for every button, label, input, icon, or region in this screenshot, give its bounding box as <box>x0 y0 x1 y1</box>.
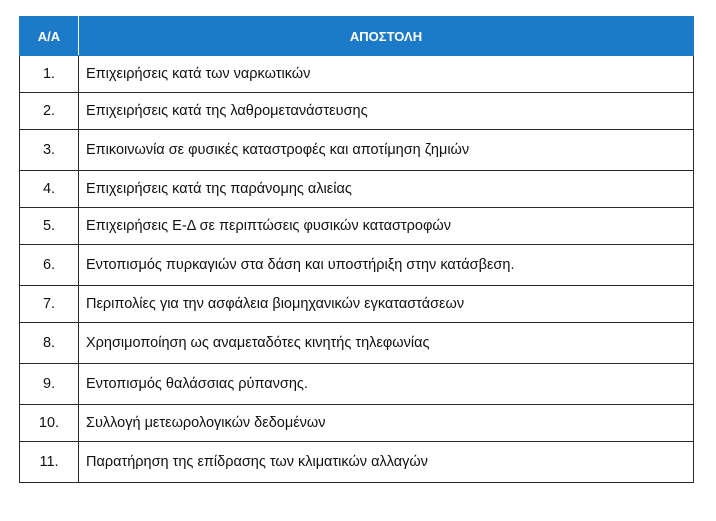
row-mission: Περιπολίες για την ασφάλεια βιομηχανικών εγκαταστάσεων <box>79 286 694 323</box>
row-number: 6. <box>20 245 79 286</box>
row-mission: Επιχειρήσεις κατά των ναρκωτικών <box>79 56 694 93</box>
row-number: 10. <box>20 405 79 442</box>
table-row <box>20 364 694 405</box>
row-number: 2. <box>20 93 79 130</box>
row-mission: Επιχειρήσεις κατά της παράνομης αλιείας <box>79 171 694 208</box>
table-header-row <box>20 17 694 56</box>
table-row <box>20 208 694 245</box>
table-row <box>20 245 694 286</box>
row-number: 7. <box>20 286 79 323</box>
table-row <box>20 93 694 130</box>
row-number: 8. <box>20 323 79 364</box>
row-number: 4. <box>20 171 79 208</box>
row-number: 1. <box>20 56 79 93</box>
row-mission: Εντοπισμός θαλάσσιας ρύπανσης. <box>79 364 694 405</box>
header-number: Α/Α <box>20 17 79 56</box>
missions-table <box>19 16 694 483</box>
row-mission: Συλλογή μετεωρολογικών δεδομένων <box>79 405 694 442</box>
table-row <box>20 323 694 364</box>
row-mission: Επιχειρήσεις Ε-Δ σε περιπτώσεις φυσικών καταστροφών <box>79 208 694 245</box>
table-row <box>20 442 694 483</box>
table-row <box>20 405 694 442</box>
table-row <box>20 56 694 93</box>
row-number: 9. <box>20 364 79 405</box>
row-mission: Εντοπισμός πυρκαγιών στα δάση και υποστήριξη στην κατάσβεση. <box>79 245 694 286</box>
row-number: 3. <box>20 130 79 171</box>
row-mission: Επιχειρήσεις κατά της λαθρομετανάστευσης <box>79 93 694 130</box>
table-row <box>20 286 694 323</box>
row-number: 5. <box>20 208 79 245</box>
row-mission: Επικοινωνία σε φυσικές καταστροφές και αποτίμηση ζημιών <box>79 130 694 171</box>
table-row <box>20 171 694 208</box>
header-mission: ΑΠΟΣΤΟΛΗ <box>79 17 694 56</box>
table-row <box>20 130 694 171</box>
row-mission: Χρησιμοποίηση ως αναμεταδότες κινητής τηλεφωνίας <box>79 323 694 364</box>
row-mission: Παρατήρηση της επίδρασης των κλιματικών αλλαγών <box>79 442 694 483</box>
row-number: 11. <box>20 442 79 483</box>
